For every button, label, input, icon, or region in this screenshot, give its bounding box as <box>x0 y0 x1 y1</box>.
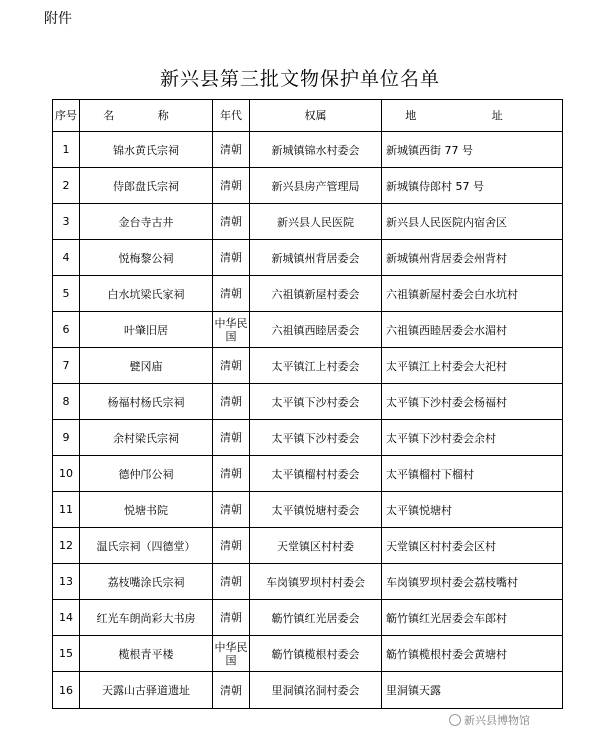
cell-address: 新城镇西街 77 号 <box>382 132 563 168</box>
table-row <box>53 276 563 312</box>
cell-ownership: 天堂镇区村村委 <box>250 528 382 564</box>
cell-ownership: 六祖镇西睦居委会 <box>250 312 382 348</box>
cell-ownership: 簕竹镇红光居委会 <box>250 600 382 636</box>
cell-address: 新城镇侍郎村 57 号 <box>382 168 563 204</box>
cell-no: 3 <box>53 204 80 240</box>
cell-ownership: 车岗镇罗坝村村委会 <box>250 564 382 600</box>
watermark-text: 新兴县博物馆 <box>464 714 530 727</box>
cell-ownership: 太平镇榴村村委会 <box>250 456 382 492</box>
cell-ownership: 新兴县人民医院 <box>250 204 382 240</box>
cell-name: 金台寺古井 <box>80 204 213 240</box>
cell-address: 天堂镇区村村委会区村 <box>382 528 563 564</box>
cell-ownership: 太平镇江上村委会 <box>250 348 382 384</box>
cell-address: 太平镇下沙村委会余村 <box>382 420 563 456</box>
cell-name: 红光车朗尚彩大书房 <box>80 600 213 636</box>
cell-name: 悦塘书院 <box>80 492 213 528</box>
cell-era: 清朝 <box>213 528 250 564</box>
cell-era: 清朝 <box>213 420 250 456</box>
cell-era: 清朝 <box>213 168 250 204</box>
cell-name: 锦水黄氏宗祠 <box>80 132 213 168</box>
cell-name: 荔枝嘴涂氏宗祠 <box>80 564 213 600</box>
cell-address: 太平镇江上村委会大祀村 <box>382 348 563 384</box>
cell-era: 清朝 <box>213 384 250 420</box>
cell-address: 六祖镇西睦居委会水湄村 <box>382 312 563 348</box>
cell-era: 清朝 <box>213 492 250 528</box>
cell-ownership: 里洞镇洺洞村委会 <box>250 672 382 709</box>
cell-era: 清朝 <box>213 132 250 168</box>
cell-ownership: 太平镇下沙村委会 <box>250 420 382 456</box>
cell-name: 天露山古驿道遗址 <box>80 672 213 709</box>
header-era: 年代 <box>213 100 250 132</box>
cell-no: 2 <box>53 168 80 204</box>
cell-name: 叶肇旧居 <box>80 312 213 348</box>
table-row <box>53 240 563 276</box>
table-row <box>53 456 563 492</box>
cell-no: 1 <box>53 132 80 168</box>
cell-era: 清朝 <box>213 276 250 312</box>
cell-address: 里洞镇天露 <box>382 672 563 709</box>
cell-era: 清朝 <box>213 240 250 276</box>
table-row <box>53 384 563 420</box>
cell-no: 4 <box>53 240 80 276</box>
cell-address: 太平镇悦塘村 <box>382 492 563 528</box>
watermark <box>446 711 595 729</box>
cell-no: 15 <box>53 636 80 672</box>
table-row <box>53 348 563 384</box>
header-ownership: 权属 <box>250 100 382 132</box>
cell-address: 簕竹镇红光居委会车郎村 <box>382 600 563 636</box>
table-row <box>53 636 563 672</box>
cell-ownership: 簕竹镇榄根村委会 <box>250 636 382 672</box>
cell-name: 白水坑梁氏家祠 <box>80 276 213 312</box>
table-row <box>53 564 563 600</box>
cell-name: 榄根青平楼 <box>80 636 213 672</box>
cell-era: 清朝 <box>213 600 250 636</box>
header-name: 名 称 <box>80 100 213 132</box>
cell-address: 新兴县人民医院内宿舍区 <box>382 204 563 240</box>
cell-ownership: 六祖镇新屋村委会 <box>250 276 382 312</box>
table-row <box>53 312 563 348</box>
watermark-logo-icon <box>449 714 461 726</box>
cell-no: 13 <box>53 564 80 600</box>
cell-no: 14 <box>53 600 80 636</box>
cell-name: 杨福村杨氏宗祠 <box>80 384 213 420</box>
header-no: 序号 <box>53 100 80 132</box>
cell-no: 9 <box>53 420 80 456</box>
table-row <box>53 600 563 636</box>
cell-address: 车岗镇罗坝村委会荔枝嘴村 <box>382 564 563 600</box>
cell-no: 8 <box>53 384 80 420</box>
cell-name: 悦梅黎公祠 <box>80 240 213 276</box>
cell-address: 太平镇下沙村委会杨福村 <box>382 384 563 420</box>
table-row <box>53 528 563 564</box>
document-title: 新兴县第三批文物保护单位名单 <box>159 68 440 90</box>
cell-no: 7 <box>53 348 80 384</box>
cell-no: 12 <box>53 528 80 564</box>
header-address: 地 址 <box>382 100 563 132</box>
cell-ownership: 新城镇锦水村委会 <box>250 132 382 168</box>
attachment-label: 附件 <box>44 11 72 27</box>
heritage-list-table <box>52 99 563 709</box>
cell-era: 中华民国 <box>213 636 250 672</box>
cell-name: 侍郎盘氏宗祠 <box>80 168 213 204</box>
table-row <box>53 132 563 168</box>
cell-era: 清朝 <box>213 564 250 600</box>
cell-name: 德仲邝公祠 <box>80 456 213 492</box>
table-row <box>53 420 563 456</box>
cell-no: 6 <box>53 312 80 348</box>
cell-era: 清朝 <box>213 456 250 492</box>
cell-name: 温氏宗祠（四德堂） <box>80 528 213 564</box>
cell-era: 清朝 <box>213 672 250 709</box>
table-header-row <box>53 100 563 132</box>
table-row <box>53 672 563 709</box>
cell-era: 清朝 <box>213 348 250 384</box>
cell-ownership: 太平镇下沙村委会 <box>250 384 382 420</box>
cell-address: 太平镇榴村下榴村 <box>382 456 563 492</box>
cell-ownership: 新城镇州背居委会 <box>250 240 382 276</box>
cell-ownership: 新兴县房产管理局 <box>250 168 382 204</box>
cell-ownership: 太平镇悦塘村委会 <box>250 492 382 528</box>
cell-era: 中华民国 <box>213 312 250 348</box>
cell-name: 甓冈庙 <box>80 348 213 384</box>
cell-no: 5 <box>53 276 80 312</box>
cell-address: 新城镇州背居委会州背村 <box>382 240 563 276</box>
cell-no: 16 <box>53 672 80 709</box>
cell-address: 簕竹镇榄根村委会黄塘村 <box>382 636 563 672</box>
table-row <box>53 492 563 528</box>
cell-name: 余村梁氏宗祠 <box>80 420 213 456</box>
cell-era: 清朝 <box>213 204 250 240</box>
cell-address: 六祖镇新屋村委会白水坑村 <box>382 276 563 312</box>
cell-no: 10 <box>53 456 80 492</box>
cell-no: 11 <box>53 492 80 528</box>
table-row <box>53 168 563 204</box>
table-row <box>53 204 563 240</box>
